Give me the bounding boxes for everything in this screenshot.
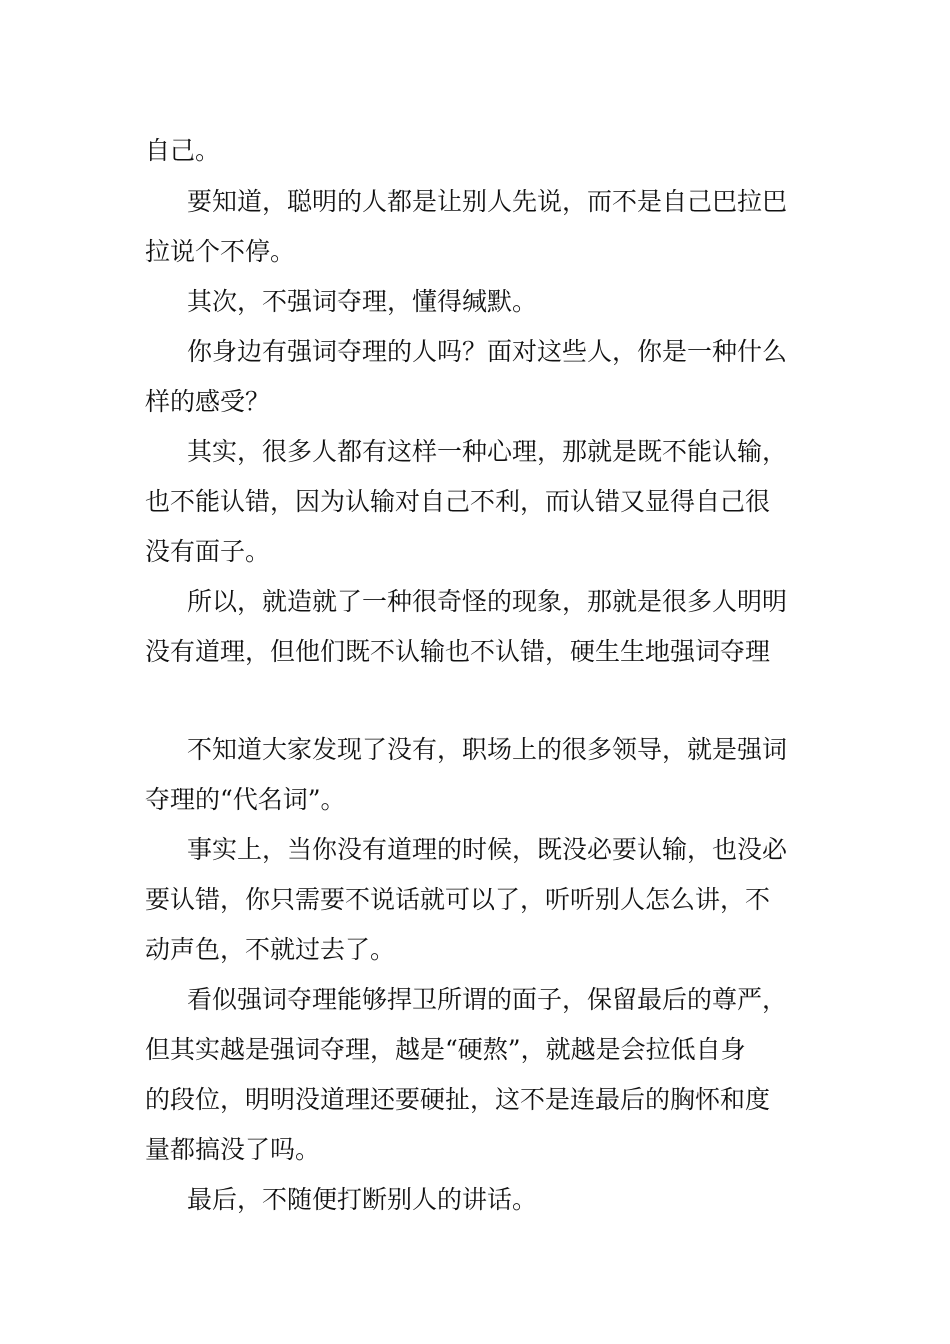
paragraph-start-line: 看似强词夺理能够捍卫所谓的面子，保留最后的尊严， (187, 985, 788, 1014)
text-line: 夺理的“代名词”。 (145, 785, 346, 814)
text-line: 没有道理，但他们既不认输也不认错，硬生生地强词夺理 (145, 637, 771, 666)
paragraph-start-line: 事实上，当你没有道理的时候，既没必要认输，也没必 (187, 835, 788, 864)
paragraph-start-line: 其次，不强词夺理，懂得缄默。 (187, 287, 538, 316)
text-line: 自己。 (145, 136, 221, 165)
paragraph-start-line: 最后，不随便打断别人的讲话。 (187, 1185, 538, 1214)
text-line: 没有面子。 (145, 537, 271, 566)
paragraph-start-line: 所以，就造就了一种很奇怪的现象，那就是很多人明明 (187, 587, 788, 616)
text-line: 的段位，明明没道理还要硬扯，这不是连最后的胸怀和度 (145, 1085, 771, 1114)
text-line: 拉说个不停。 (145, 237, 296, 266)
text-line: 量都搞没了吗。 (145, 1135, 321, 1164)
paragraph-start-line: 你身边有强词夺理的人吗？面对这些人，你是一种什么 (187, 337, 788, 366)
paragraph-start-line: 不知道大家发现了没有，职场上的很多领导，就是强词 (187, 735, 788, 764)
text-line: 也不能认错，因为认输对自己不利，而认错又显得自己很 (145, 487, 771, 516)
text-line: 要认错，你只需要不说话就可以了，听听别人怎么讲，不 (145, 885, 771, 914)
text-line: 但其实越是强词夺理，越是“硬熬”，就越是会拉低自身 (145, 1035, 746, 1064)
text-line: 样的感受？ (145, 387, 271, 416)
text-line: 动声色，不就过去了。 (145, 935, 396, 964)
paragraph-start-line: 要知道，聪明的人都是让别人先说，而不是自己巴拉巴 (187, 187, 788, 216)
paragraph-start-line: 其实，很多人都有这样一种心理，那就是既不能认输， (187, 437, 788, 466)
